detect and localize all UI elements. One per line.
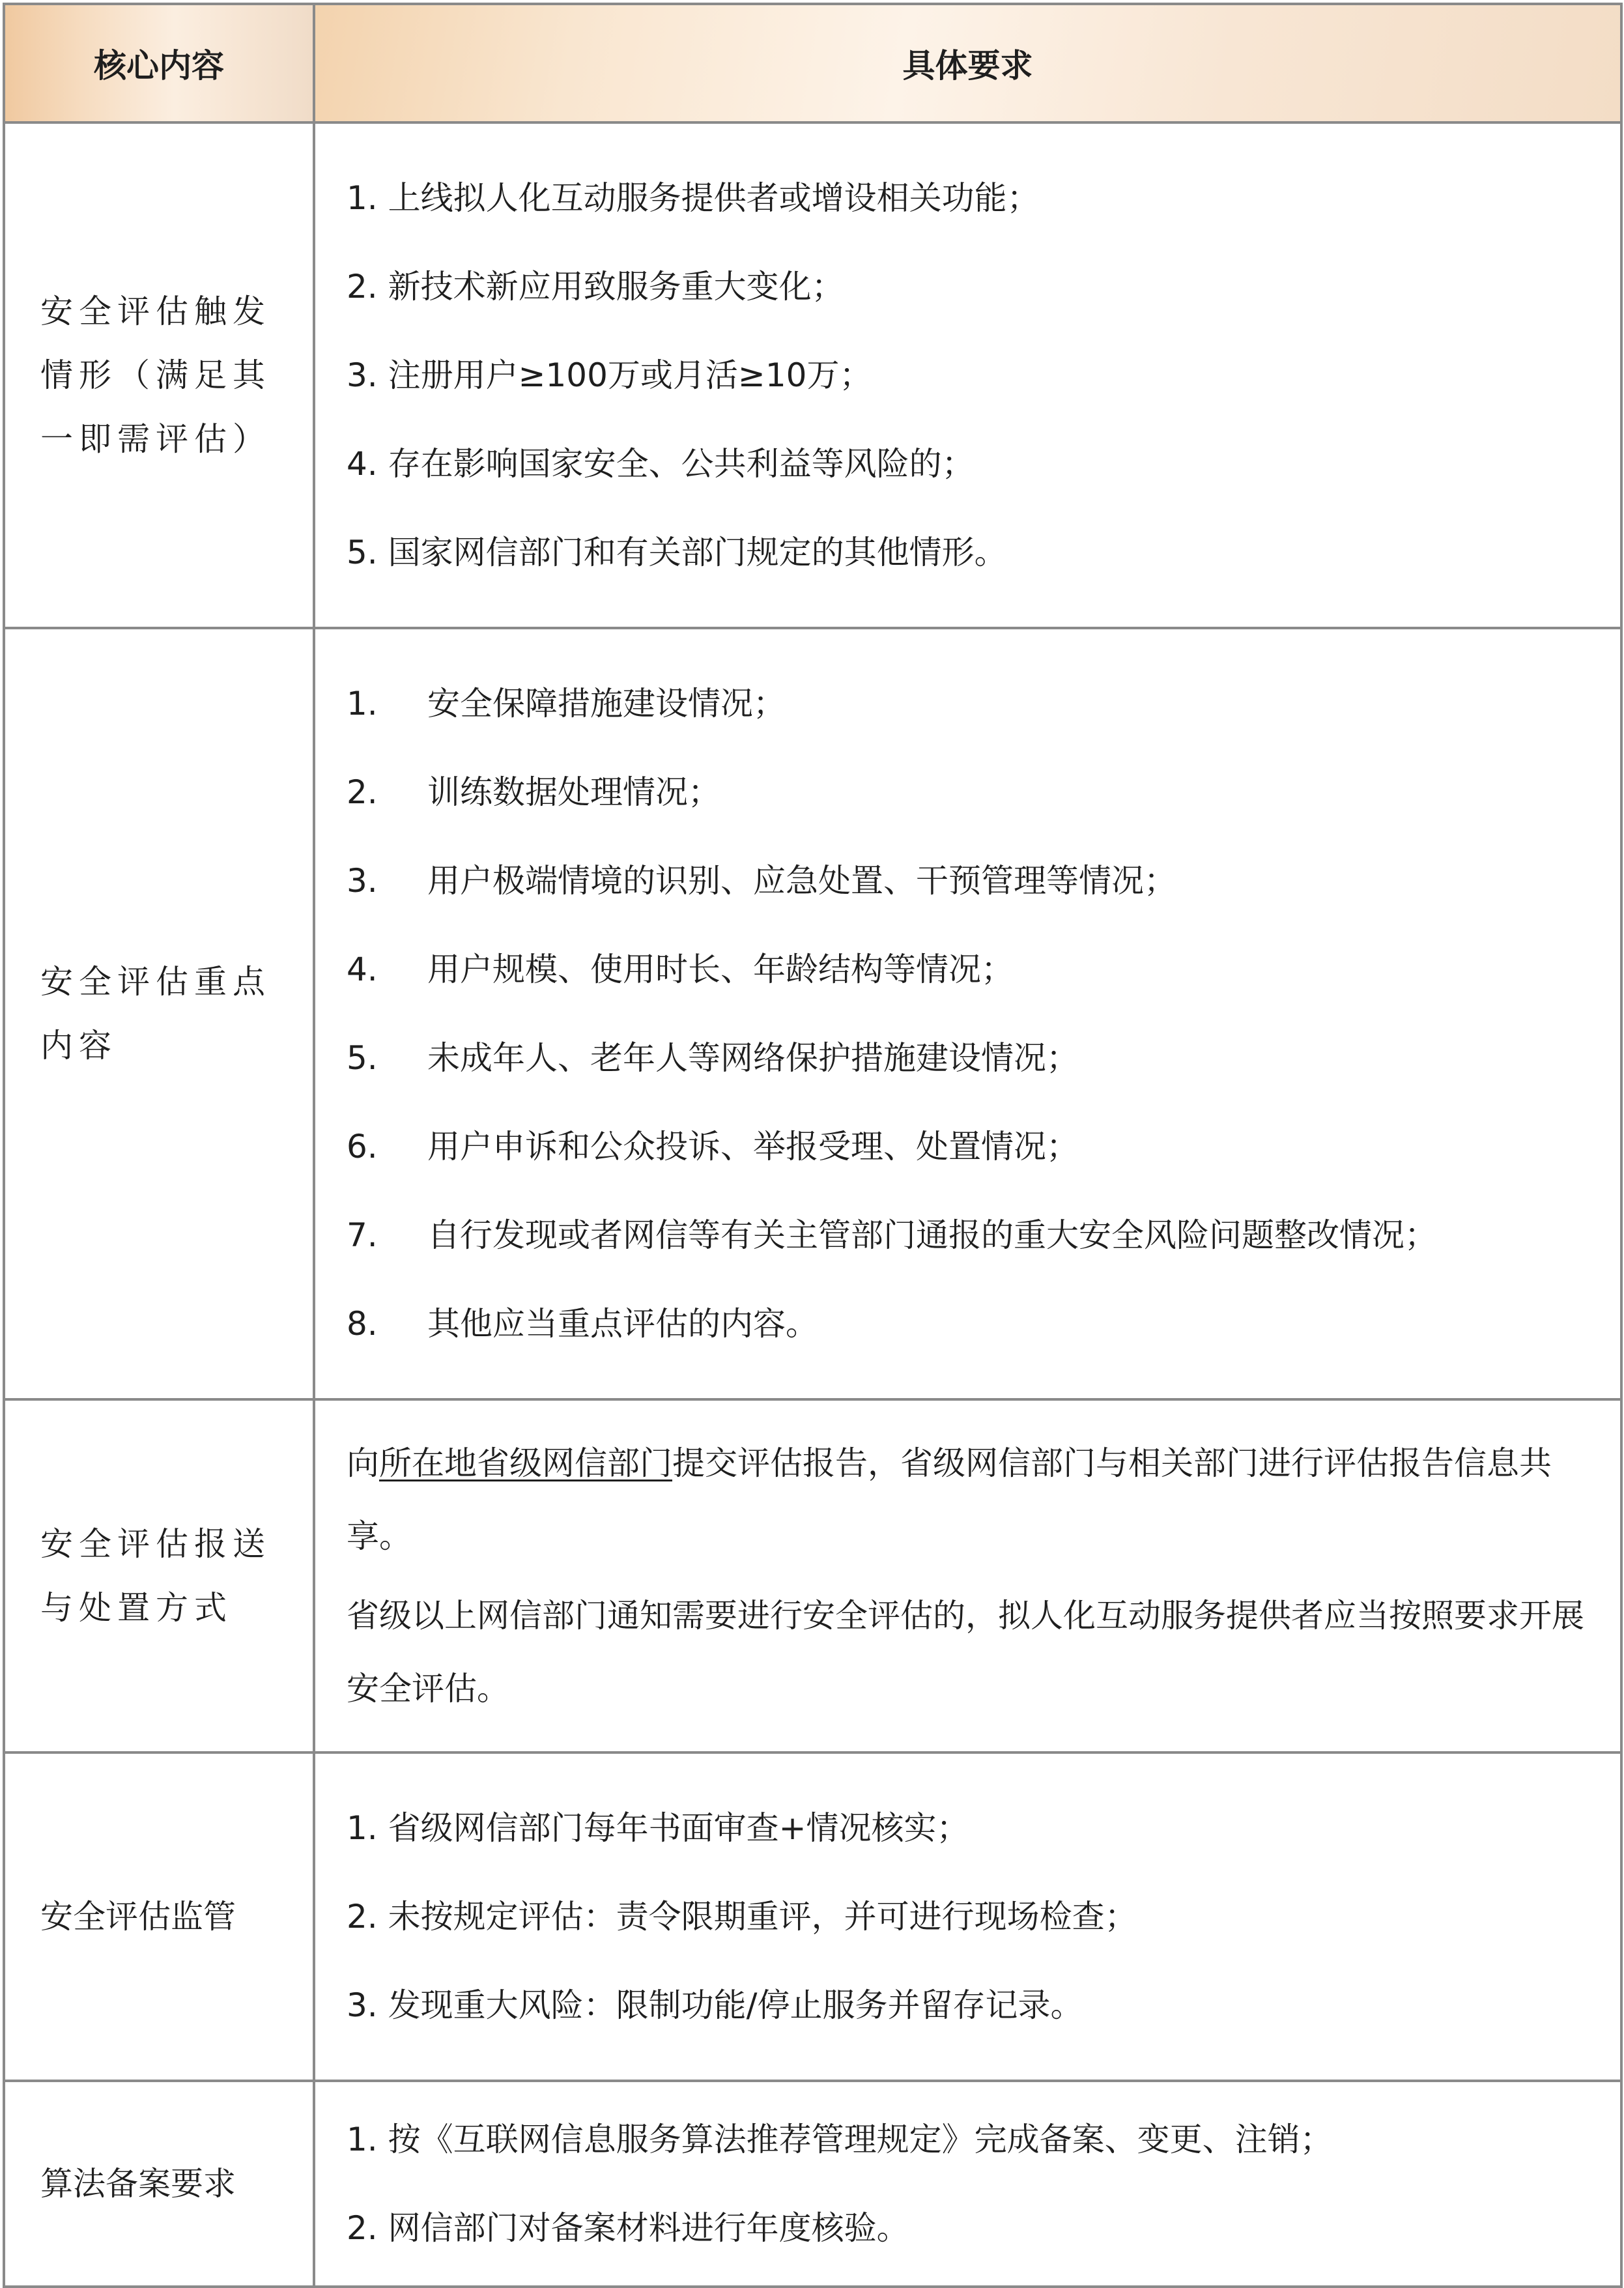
list-item xyxy=(347,837,1594,925)
item-text: 用户申诉和公众投诉、举报受理、处置情况； xyxy=(427,1128,1079,1165)
row-label-trigger: 安全评估触发情形（满足其一即需评估） xyxy=(4,122,314,628)
row-content-report xyxy=(314,1399,1621,1752)
item-number: 4. xyxy=(347,951,378,988)
list-item xyxy=(347,659,1594,748)
item-text: 用户规模、使用时长、年龄结构等情况； xyxy=(427,951,1014,988)
item-text: 安全保障措施建设情况； xyxy=(427,685,786,722)
list-item: 1. 按《互联网信息服务算法推荐管理规定》完成备案、变更、注销； xyxy=(347,2121,1333,2158)
table-row xyxy=(4,1752,1621,2081)
table-row xyxy=(4,1399,1621,1752)
list-item xyxy=(347,925,1594,1014)
list-item xyxy=(347,1191,1594,1280)
item-text: 自行发现或者网信等有关主管部门通报的重大安全风险问题整改情况； xyxy=(427,1216,1437,1254)
list-item: 2. 新技术新应用致服务重大变化； xyxy=(347,268,844,306)
item-number: 2. xyxy=(347,773,378,811)
row-label-supervision: 安全评估监管 xyxy=(4,1752,314,2081)
requirements-table xyxy=(3,3,1623,2288)
list-item: 4. 存在影响国家安全、公共利益等风险的； xyxy=(347,445,975,483)
para-prefix: 向 xyxy=(347,1444,379,1482)
item-number: 3. xyxy=(347,862,378,900)
table-row xyxy=(4,628,1621,1399)
header-core-content: 核心内容 xyxy=(4,4,314,122)
row-label-report: 安全评估报送与处置方式 xyxy=(4,1399,314,1752)
item-text: 其他应当重点评估的内容。 xyxy=(427,1305,818,1343)
item-text: 用户极端情境的识别、应急处置、干预管理等情况； xyxy=(427,862,1176,900)
item-number: 7. xyxy=(347,1216,378,1254)
row-content-focus xyxy=(314,628,1621,1399)
table-header-row xyxy=(4,4,1621,122)
list-item xyxy=(347,1014,1594,1102)
row-content-trigger xyxy=(314,122,1621,628)
list-item: 3. 发现重大风险：限制功能/停止服务并留存记录。 xyxy=(347,1986,1083,2024)
list-item xyxy=(347,1280,1594,1368)
list-item: 1. 上线拟人化互动服务提供者或增设相关功能； xyxy=(347,179,1040,217)
item-text: 未成年人、老年人等网络保护措施建设情况； xyxy=(427,1039,1079,1077)
row-content-algorithm xyxy=(314,2081,1621,2287)
list-item xyxy=(347,1102,1594,1191)
table-row xyxy=(4,122,1621,628)
report-paragraph-1 xyxy=(347,1427,1594,1573)
list-item: 2. 网信部门对备案材料进行年度核验。 xyxy=(347,2209,909,2247)
list-item: 2. 未按规定评估：责令限期重评，并可进行现场检查； xyxy=(347,1898,1137,1936)
row-label-focus: 安全评估重点内容 xyxy=(4,628,314,1399)
provincial-cac-link[interactable]: 所在地省级网信部门 xyxy=(379,1444,672,1482)
item-number: 5. xyxy=(347,1039,378,1077)
list-item xyxy=(347,748,1594,837)
row-label-algorithm: 算法备案要求 xyxy=(4,2081,314,2287)
report-paragraph-2: 省级以上网信部门通知需要进行安全评估的，拟人化互动服务提供者应当按照要求开展安全评估。 xyxy=(347,1597,1584,1708)
item-text: 训练数据处理情况； xyxy=(427,773,720,811)
item-number: 1. xyxy=(347,685,378,722)
list-item: 1. 省级网信部门每年书面审查+情况核实； xyxy=(347,1809,969,1847)
table-row xyxy=(4,2081,1621,2287)
item-number: 8. xyxy=(347,1305,378,1343)
list-item: 5. 国家网信部门和有关部门规定的其他情形。 xyxy=(347,534,1007,571)
item-number: 6. xyxy=(347,1128,378,1165)
header-specific-requirements: 具体要求 xyxy=(314,4,1621,122)
row-content-supervision xyxy=(314,1752,1621,2081)
para-rest: 提交评估报告，省级网信部门与相关部门进行评估报告信息共享。 xyxy=(347,1444,1552,1555)
list-item: 3. 注册用户≥100万或月活≥10万； xyxy=(347,356,872,394)
